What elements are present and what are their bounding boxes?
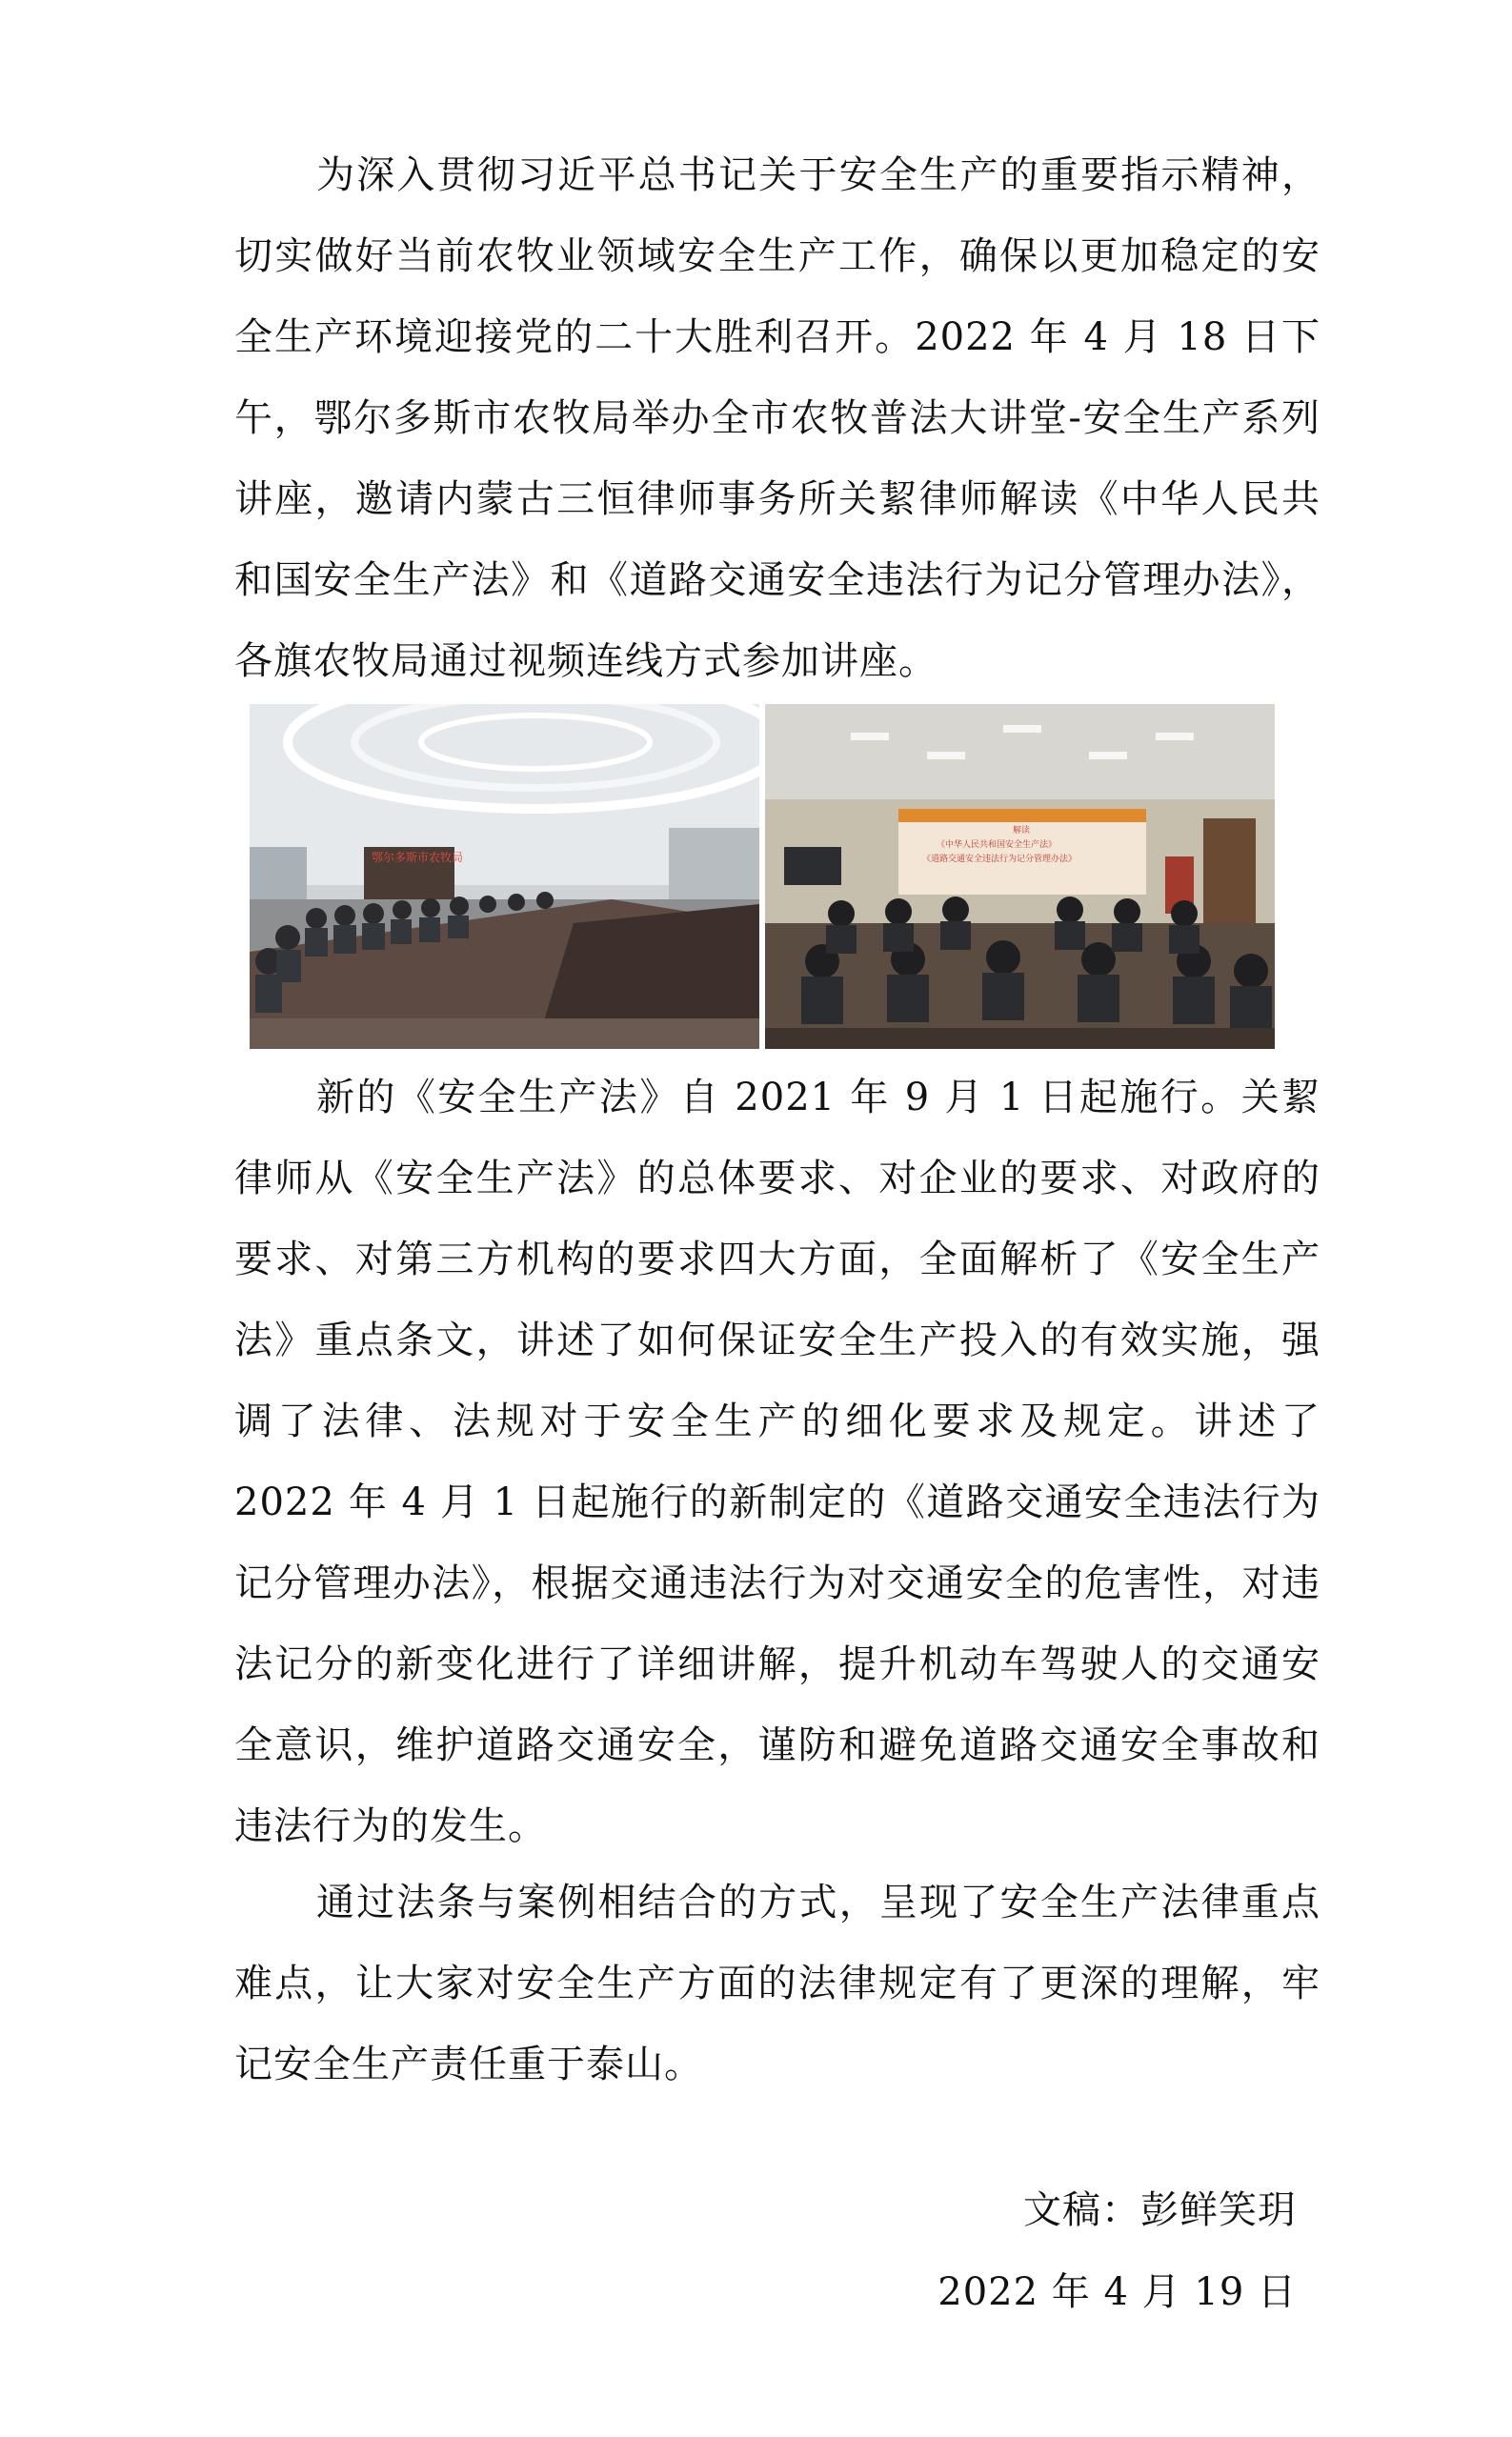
date-line: 2022 年 4 月 19 日 (937, 2270, 1297, 2314)
left-photo-sign: 鄂尔多斯市农牧局 (372, 851, 464, 864)
meeting-hall-photo-right (765, 704, 1275, 1049)
screen-title: 解读 (1013, 826, 1031, 836)
photo-row (250, 704, 1275, 1049)
meeting-room-photo-left (250, 704, 759, 1049)
screen-line-2: 《道路交通安全违法行为记分管理办法》 (922, 855, 1078, 864)
paragraph-intro: 为深入贯彻习近平总书记关于安全生产的重要指示精神，切实做好当前农牧业领域安全生产工作，确保以更加稳定的安全生产环境迎接党的二十大胜利召开。2022 年 4 月 18 日下午，鄂尔多斯市农牧局举办全市农牧普法大讲堂-安全生产系列讲座，邀请内蒙古三恒律师事务所关絜律师解读《中华人民共和国安全生产法》和《道路交通安全违法行为记分管理办法》，各旗农牧局通过视频连线方式参加讲座。 (234, 153, 1320, 683)
paragraph-law-explanation: 新的《安全生产法》自 2021 年 9 月 1 日起施行。关絜律师从《安全生产法》的总体要求、对企业的要求、对政府的要求、对第三方机构的要求四大方面，全面解析了《安全生产法》重点条文，讲述了如何保证安全生产投入的有效实施，强调了法律、法规对于安全生产的细化要求及规定。讲述了 2022 年 4 月 1 日起施行的新制定的《道路交通安全违法行为记分管理办法》，根据交通违法行为对交通安全的危害性，对违法记分的新变化进行了详细讲解，提升机动车驾驶人的交通安全意识，维护道路交通安全，谨防和避免道路交通安全事故和违法行为的发生。 (234, 1076, 1320, 1848)
screen-line-1: 《中华人民共和国安全生产法》 (937, 840, 1058, 850)
author-line: 文稿：彭鲜笑玥 (1023, 2188, 1297, 2232)
paragraph-conclusion: 通过法条与案例相结合的方式，呈现了安全生产法律重点难点，让大家对安全生产方面的法律规定有了更深的理解，牢记安全生产责任重于泰山。 (234, 1881, 1320, 2086)
